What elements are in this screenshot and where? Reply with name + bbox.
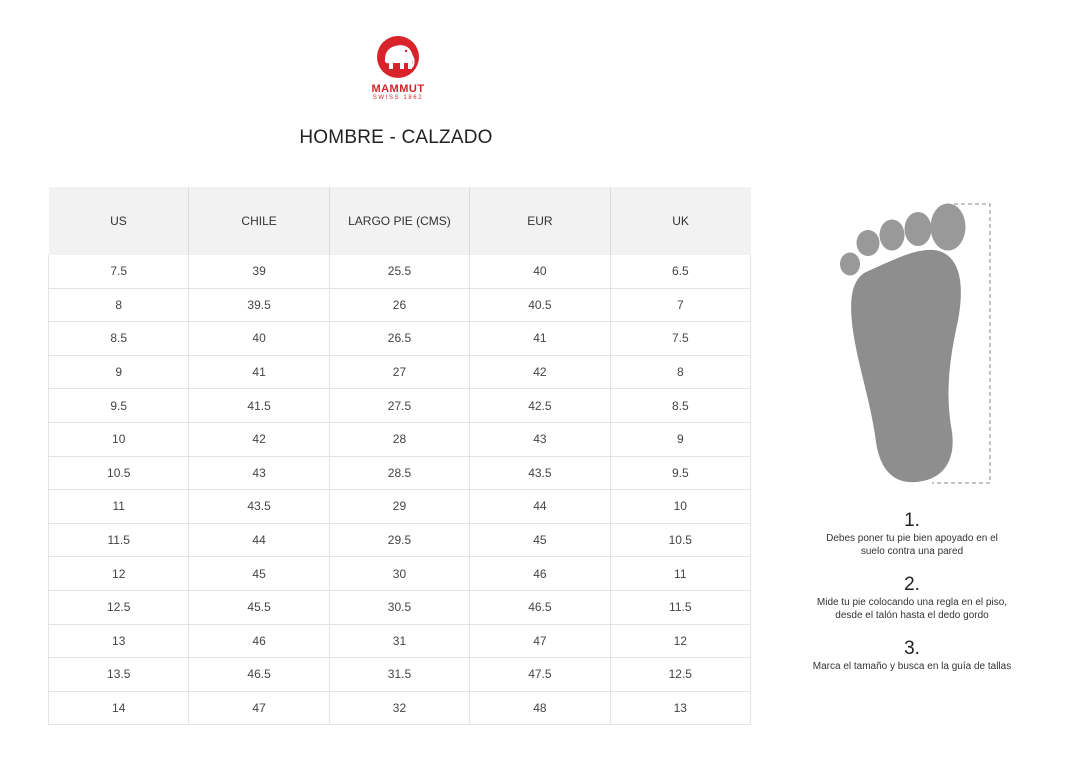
cell-largo-pie: 29.5	[329, 523, 469, 557]
cell-us: 10	[49, 422, 189, 456]
cell-chile: 47	[189, 691, 329, 725]
step-text-line: Marca el tamaño y busca en la guía de tallas	[812, 661, 1012, 672]
cell-uk: 7.5	[610, 322, 750, 356]
cell-chile: 43.5	[189, 490, 329, 524]
cell-eur: 47	[470, 624, 610, 658]
cell-eur: 44	[470, 490, 610, 524]
cell-uk: 10.5	[610, 523, 750, 557]
cell-uk: 11	[610, 557, 750, 591]
cell-chile: 42	[189, 422, 329, 456]
table-row	[49, 624, 751, 658]
cell-chile: 46	[189, 624, 329, 658]
cell-chile: 40	[189, 322, 329, 356]
cell-us: 8	[49, 288, 189, 322]
cell-eur: 46	[470, 557, 610, 591]
cell-uk: 10	[610, 490, 750, 524]
cell-uk: 8.5	[610, 389, 750, 423]
step-text-line: Mide tu pie colocando una regla en el piso,	[816, 597, 1008, 608]
cell-us: 9	[49, 355, 189, 389]
cell-chile: 46.5	[189, 658, 329, 692]
table-row	[49, 658, 751, 692]
cell-us: 7.5	[49, 255, 189, 288]
table-row	[49, 255, 751, 288]
instruction-step-3	[782, 638, 1042, 673]
cell-us: 13.5	[49, 658, 189, 692]
table-row	[49, 456, 751, 490]
step-number: 2.	[904, 574, 920, 595]
cell-uk: 11.5	[610, 590, 750, 624]
foot-measurement-diagram	[836, 200, 996, 493]
cell-uk: 8	[610, 355, 750, 389]
table-header-row	[49, 187, 751, 255]
foot-icon	[836, 200, 996, 488]
table-row	[49, 322, 751, 356]
step-text-line: Debes poner tu pie bien apoyado en el	[826, 533, 998, 544]
cell-eur: 40.5	[470, 288, 610, 322]
step-text-line: desde el talón hasta el dedo gordo	[835, 610, 989, 621]
cell-largo-pie: 32	[329, 691, 469, 725]
cell-largo-pie: 27.5	[329, 389, 469, 423]
cell-eur: 46.5	[470, 590, 610, 624]
cell-uk: 13	[610, 691, 750, 725]
table-row	[49, 355, 751, 389]
cell-eur: 42	[470, 355, 610, 389]
instruction-step-1	[782, 510, 1042, 558]
cell-eur: 43.5	[470, 456, 610, 490]
cell-us: 10.5	[49, 456, 189, 490]
column-header-uk: UK	[610, 187, 750, 255]
cell-eur: 48	[470, 691, 610, 725]
cell-chile: 44	[189, 523, 329, 557]
table-row	[49, 422, 751, 456]
cell-uk: 6.5	[610, 255, 750, 288]
cell-us: 8.5	[49, 322, 189, 356]
mammut-logo	[360, 34, 436, 106]
cell-largo-pie: 25.5	[329, 255, 469, 288]
cell-eur: 43	[470, 422, 610, 456]
cell-largo-pie: 27	[329, 355, 469, 389]
size-table-body	[49, 255, 751, 725]
table-row	[49, 490, 751, 524]
table-row	[49, 389, 751, 423]
cell-us: 11.5	[49, 523, 189, 557]
cell-chile: 39	[189, 255, 329, 288]
brand-name: MAMMUT	[371, 83, 425, 95]
cell-uk: 9.5	[610, 456, 750, 490]
table-row	[49, 691, 751, 725]
column-header-us: US	[49, 187, 189, 255]
cell-chile: 41	[189, 355, 329, 389]
cell-largo-pie: 26.5	[329, 322, 469, 356]
cell-eur: 45	[470, 523, 610, 557]
step-text-line: suelo contra una pared	[860, 546, 964, 557]
cell-uk: 7	[610, 288, 750, 322]
cell-chile: 45.5	[189, 590, 329, 624]
table-row	[49, 288, 751, 322]
cell-uk: 9	[610, 422, 750, 456]
brand-tagline: SWISS 1862	[372, 95, 424, 101]
cell-chile: 43	[189, 456, 329, 490]
cell-us: 14	[49, 691, 189, 725]
cell-us: 9.5	[49, 389, 189, 423]
cell-largo-pie: 31	[329, 624, 469, 658]
cell-eur: 40	[470, 255, 610, 288]
instruction-step-2	[782, 574, 1042, 622]
step-number: 3.	[904, 638, 920, 659]
cell-eur: 42.5	[470, 389, 610, 423]
cell-us: 12.5	[49, 590, 189, 624]
cell-eur: 41	[470, 322, 610, 356]
cell-largo-pie: 30	[329, 557, 469, 591]
cell-uk: 12.5	[610, 658, 750, 692]
cell-chile: 45	[189, 557, 329, 591]
cell-largo-pie: 29	[329, 490, 469, 524]
cell-largo-pie: 28.5	[329, 456, 469, 490]
cell-chile: 39.5	[189, 288, 329, 322]
size-table	[48, 187, 751, 725]
step-number: 1.	[904, 510, 920, 531]
cell-largo-pie: 28	[329, 422, 469, 456]
cell-largo-pie: 31.5	[329, 658, 469, 692]
cell-us: 12	[49, 557, 189, 591]
column-header-eur: EUR	[470, 187, 610, 255]
cell-us: 13	[49, 624, 189, 658]
cell-uk: 12	[610, 624, 750, 658]
cell-largo-pie: 26	[329, 288, 469, 322]
cell-chile: 41.5	[189, 389, 329, 423]
column-header-chile: CHILE	[189, 187, 329, 255]
table-row	[49, 590, 751, 624]
page-title: HOMBRE - CALZADO	[299, 127, 493, 148]
cell-largo-pie: 30.5	[329, 590, 469, 624]
table-row	[49, 523, 751, 557]
mammoth-icon	[374, 34, 422, 80]
column-header-largo-pie: LARGO PIE (CMS)	[329, 187, 469, 255]
cell-us: 11	[49, 490, 189, 524]
cell-eur: 47.5	[470, 658, 610, 692]
table-row	[49, 557, 751, 591]
